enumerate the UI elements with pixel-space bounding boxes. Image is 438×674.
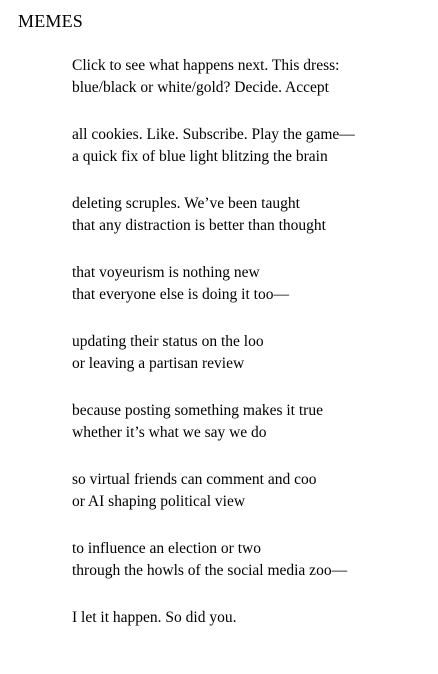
poem-line: updating their status on the loo: [72, 333, 264, 350]
poem-line: blue/black or white/gold? Decide. Accept: [72, 79, 329, 96]
poem-line: or AI shaping political view: [72, 493, 246, 510]
poem-line: that everyone else is doing it too—: [72, 286, 289, 303]
poem-line: whether it’s what we say we do: [72, 424, 267, 441]
poem-title: MEMES: [18, 11, 84, 31]
poem-line: that voyeurism is nothing new: [72, 264, 260, 281]
poem-line: or leaving a partisan review: [72, 355, 245, 372]
stanza-1: [72, 55, 422, 99]
stanza-5: [72, 331, 422, 375]
stanza-4: [72, 262, 422, 306]
poem-body: [72, 55, 422, 654]
poem-line: to influence an election or two: [72, 540, 261, 557]
stanza-3: [72, 193, 422, 237]
stanza-8: [72, 538, 422, 582]
poem-line: through the howls of the social media zoo—: [72, 562, 348, 579]
poem-line: deleting scruples. We’ve been taught: [72, 195, 300, 212]
poem-line: Click to see what happens next. This dress:: [72, 57, 340, 74]
poem-line: that any distraction is better than thought: [72, 217, 326, 234]
poem-line: all cookies. Like. Subscribe. Play the game—: [72, 126, 355, 143]
stanza-6: [72, 400, 422, 444]
poem-line: because posting something makes it true: [72, 402, 323, 419]
poem-line: a quick fix of blue light blitzing the brain: [72, 148, 328, 165]
stanza-2: [72, 124, 422, 168]
poem-line: so virtual friends can comment and coo: [72, 471, 317, 488]
poem-line: I let it happen. So did you.: [72, 609, 237, 626]
stanza-7: [72, 469, 422, 513]
stanza-9: [72, 607, 422, 629]
